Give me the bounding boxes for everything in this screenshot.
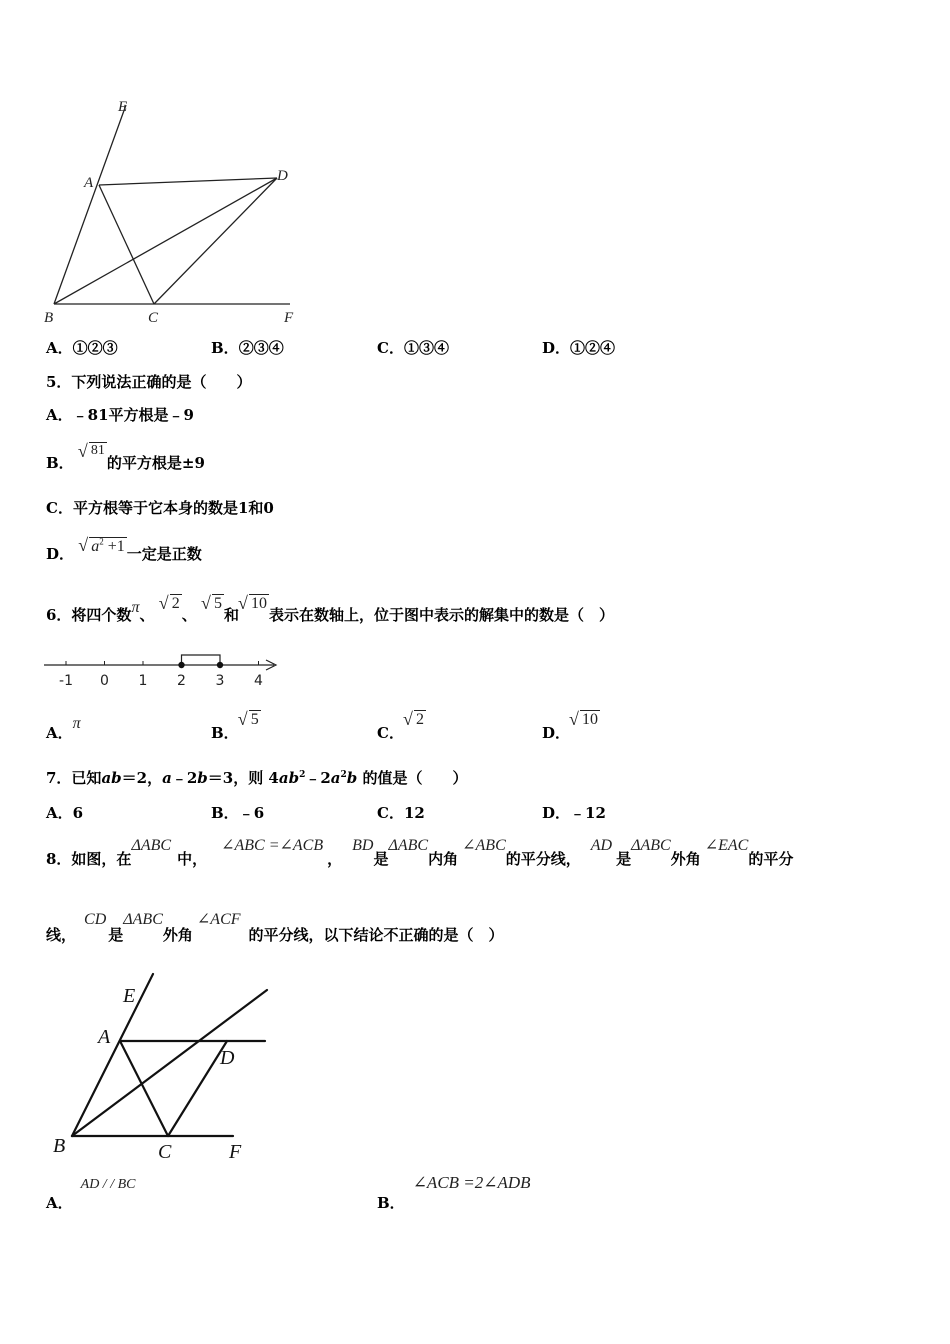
label-F: F — [229, 1141, 242, 1163]
q4-option-c[interactable]: C．①③④ — [377, 339, 449, 357]
line-AC — [120, 1041, 168, 1136]
label-A: A — [98, 1026, 111, 1048]
label-C: C — [148, 310, 159, 326]
solution-interval-bracket — [182, 655, 221, 665]
q4-option-b[interactable]: B．②③④ — [211, 339, 284, 357]
q7-option-d[interactable]: D．﹣12 — [542, 804, 606, 822]
sqrt-2: √ 2 — [160, 595, 182, 613]
q5-option-b[interactable]: B． √ 81的平方根是±9 — [46, 440, 205, 461]
axis-tick-label: 0 — [100, 673, 109, 689]
q8-option-b[interactable]: B．∠ACB =2∠ADB — [377, 1173, 531, 1212]
line-AC — [99, 185, 154, 304]
sqrt-a2-plus-1: √ $a^2 +1$ — [79, 537, 127, 556]
label-B: B — [44, 310, 54, 326]
figure-2-geometry — [45, 968, 280, 1168]
q4-option-a[interactable]: A．①②③ — [46, 339, 118, 357]
q4-option-d[interactable]: D．①②④ — [542, 339, 616, 357]
line-BD — [54, 178, 277, 304]
axis-tick-label: 3 — [215, 673, 225, 689]
axis-tick-label: 4 — [254, 673, 263, 689]
number-line — [40, 648, 290, 693]
label-B: B — [53, 1135, 66, 1157]
interval-endpoint-dot — [217, 662, 223, 668]
line-BD-ray — [72, 990, 267, 1136]
q6-option-d[interactable]: D．√ 10 — [542, 708, 600, 729]
line-BE — [72, 974, 153, 1136]
label-E: E — [118, 99, 128, 115]
q6-option-a[interactable]: A．π — [46, 715, 81, 742]
q5-option-a[interactable]: A．﹣81平方根是﹣9 — [46, 406, 194, 424]
q6-option-c[interactable]: C．√ 2 — [377, 708, 426, 729]
q7-option-b[interactable]: B．﹣6 — [211, 804, 265, 822]
q5-option-d[interactable]: D． √ $a^2 +1$ 一定是正数 — [46, 535, 202, 556]
line-AD — [99, 178, 277, 185]
line-CD — [154, 178, 277, 304]
q5-stem: 5．下列说法正确的是（ ） — [46, 373, 252, 391]
q7-option-a[interactable]: A．6 — [46, 804, 84, 822]
axis-tick-label: -1 — [59, 673, 73, 689]
q7-option-c[interactable]: C．12 — [377, 804, 425, 822]
q8-stem-line1: 8．如图，在ΔABC中，∠ABC =∠ACB，BD是ΔABC内角∠ABC的平分线，AD是ΔABC外角∠EAC的平分 — [46, 837, 794, 868]
label-F: F — [284, 310, 294, 326]
q5-option-c[interactable]: C．平方根等于它本身的数是1和0 — [46, 499, 274, 517]
axis-tick-label: 2 — [177, 673, 186, 689]
figure-1-geometry — [40, 95, 310, 330]
label-D: D — [277, 168, 288, 184]
q8-stem-line2: 线，CD是ΔABC外角∠ACF的平分线，以下结论不正确的是（ ） — [46, 911, 504, 944]
q8-option-a[interactable]: A．AD / / BC — [46, 1177, 136, 1212]
label-A: A — [84, 175, 94, 191]
label-C: C — [158, 1141, 172, 1163]
q6-stem: 6．将四个数π、 √ 2、 √ 5和√ 10表示在数轴上，位于图中表示的解集中的数是（ ） — [46, 592, 614, 613]
axis-tick-label: 1 — [138, 673, 148, 689]
interval-endpoint-dot — [178, 662, 184, 668]
q7-stem: 7．已知ab＝2，a﹣2b＝3，则 $4ab^2﹣2a^2b$ 的值是（ ） — [46, 769, 468, 787]
sqrt-81: √ 81 — [79, 443, 107, 459]
sqrt-5: √ 5 — [202, 595, 224, 613]
sqrt-10: √ 10 — [239, 595, 269, 613]
label-D: D — [220, 1047, 235, 1069]
label-E: E — [123, 985, 136, 1007]
q6-option-b[interactable]: B．√ 5 — [211, 708, 261, 729]
line-BE — [54, 105, 126, 304]
line-CD — [168, 1041, 227, 1136]
